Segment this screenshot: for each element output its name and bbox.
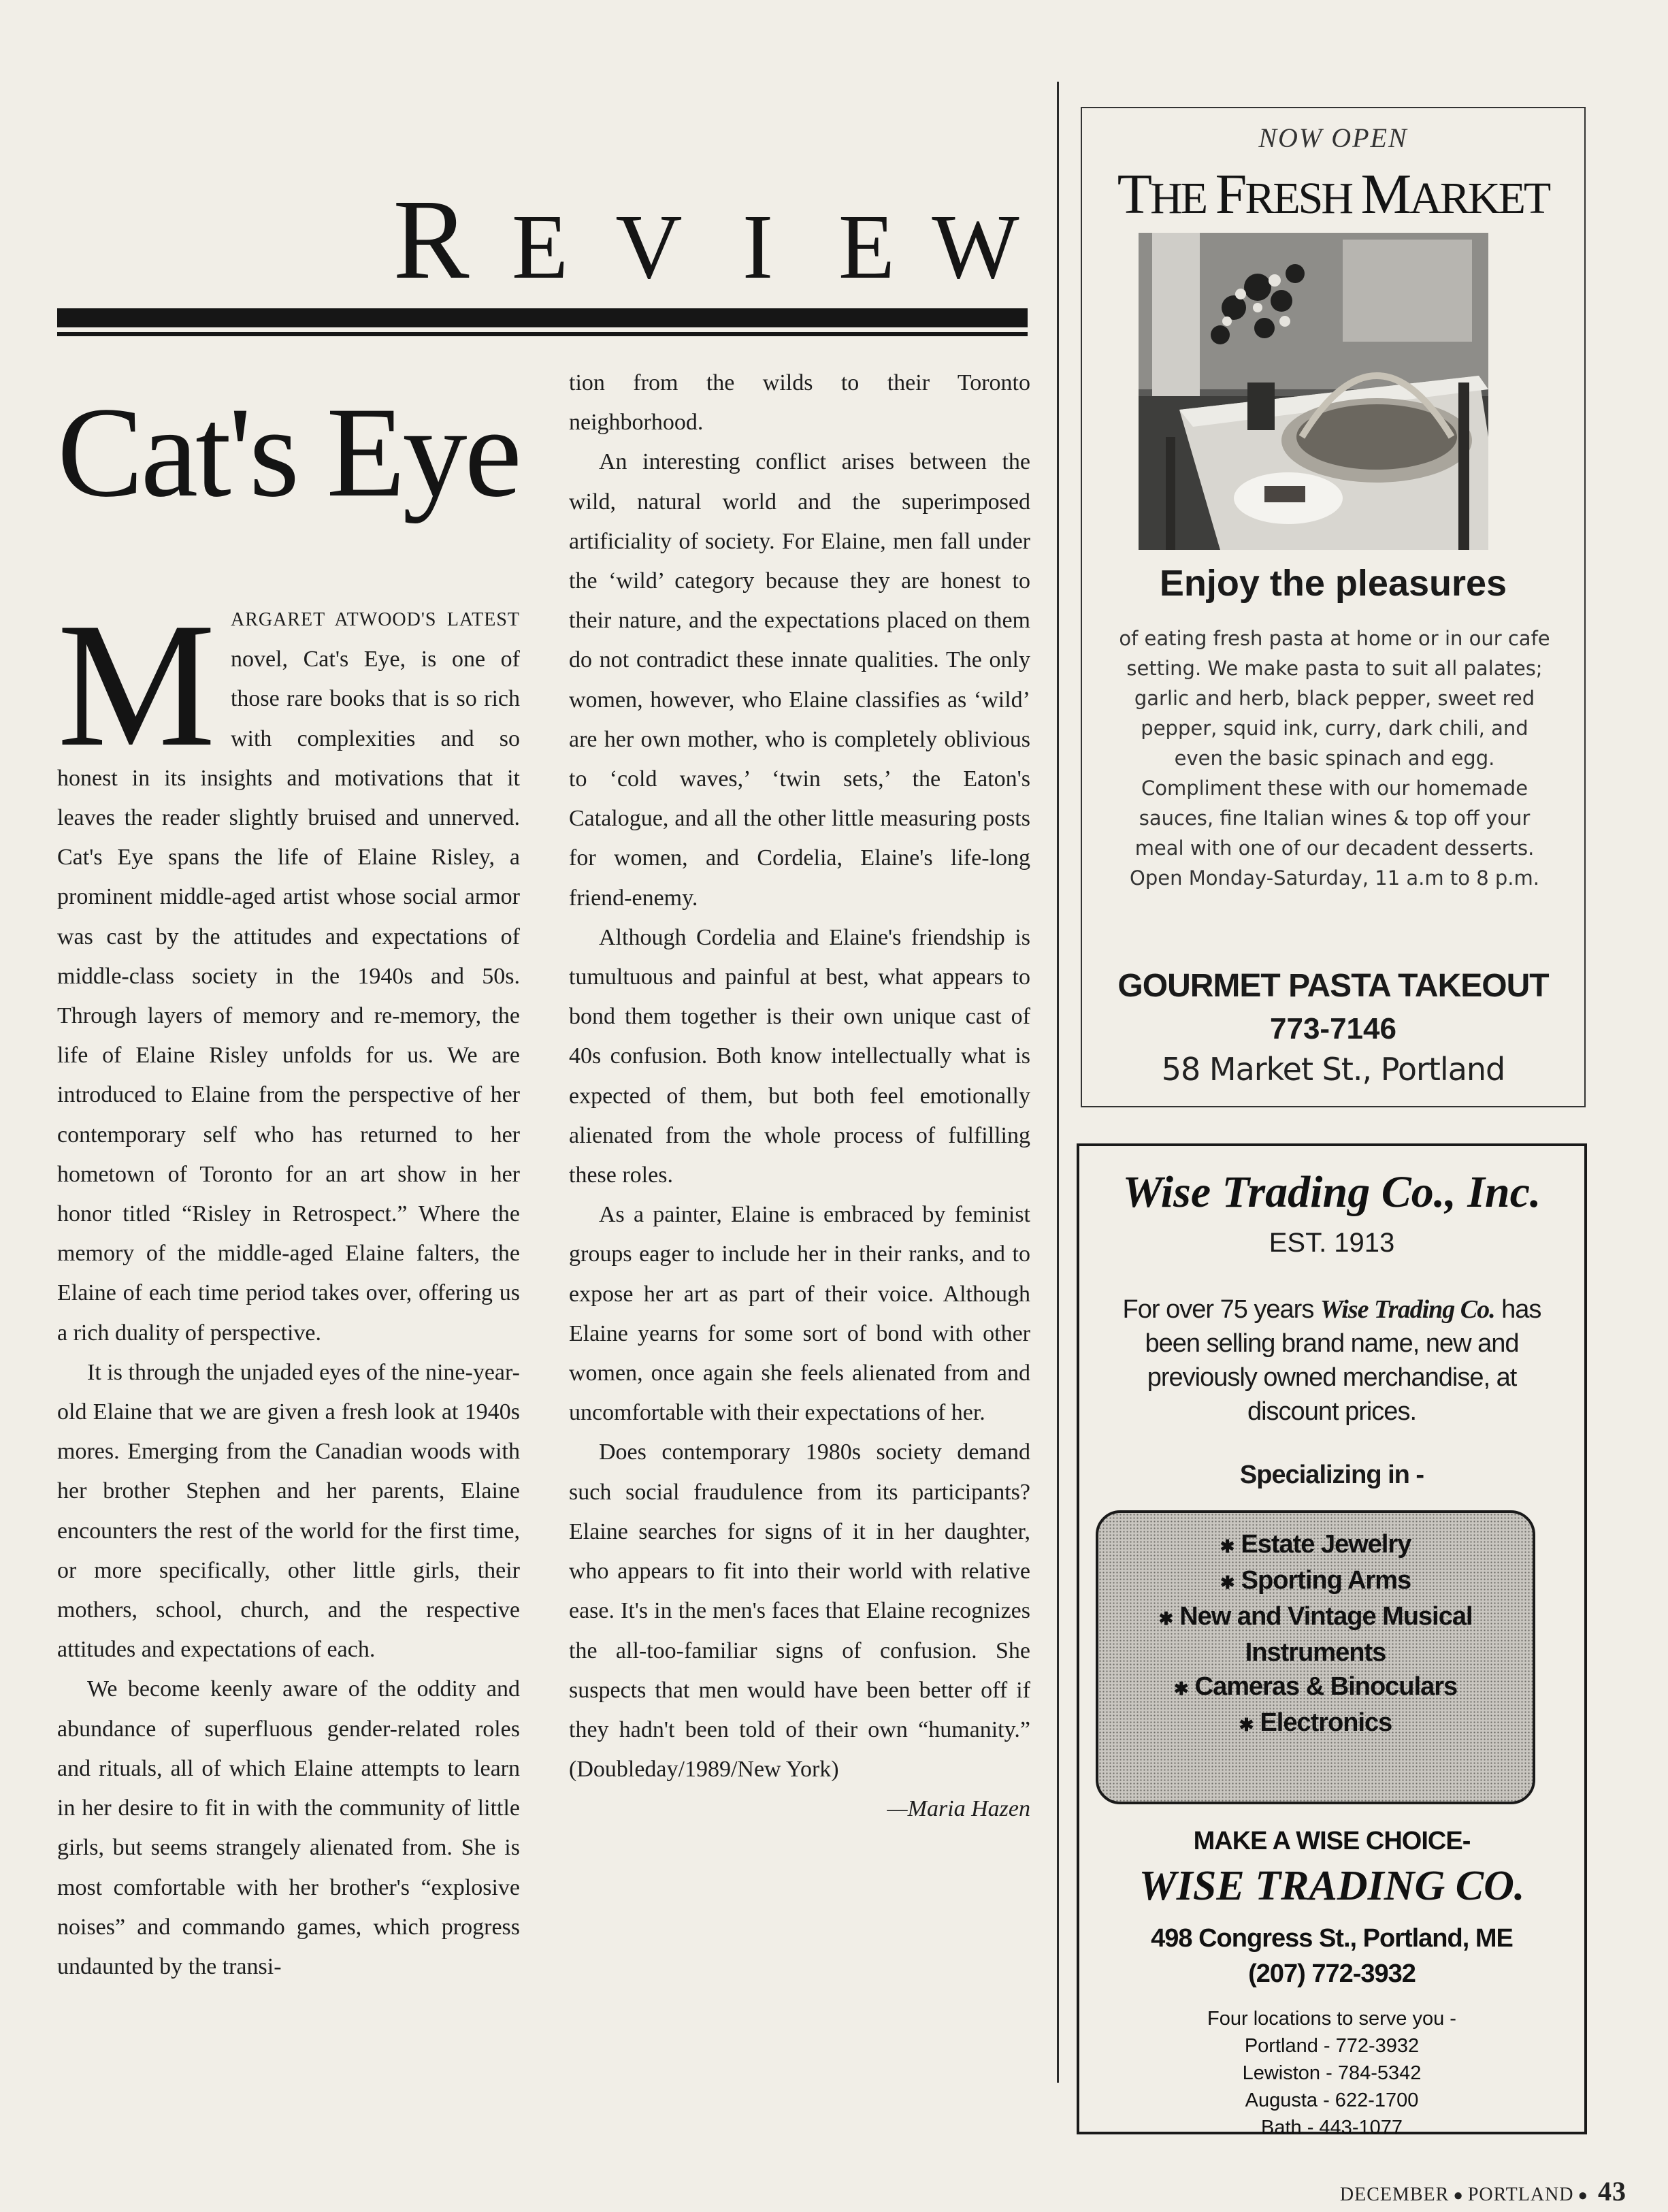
section-title — [57, 176, 1030, 303]
header-rule-thin — [57, 332, 1028, 336]
ad-company-name: Wise Trading Co., Inc. — [1122, 1167, 1541, 1217]
wise-trading-ad — [1077, 1143, 1587, 2138]
star-bullet-icon: ✱ — [1173, 1678, 1188, 1699]
name-initial: T — [1117, 163, 1151, 226]
star-bullet-icon: ✱ — [1220, 1572, 1234, 1593]
article-paragraph: It is through the unjaded eyes of the nine-year-old Elaine that we are given a fresh look at 1940s mores. Emerging from the Canadian woods with her brother Stephen and her parents, Elaine encounters the rest of the world for the first time, or more specifically, other little girls, their mothers, school, church, and the respective attitudes and expectations of each. — [57, 1359, 520, 1663]
article-paragraph: As a painter, Elaine is embraced by feminist groups eager to include her in their ranks, and to expose her art as part of their voice. Although Elaine yearns for some sort of bond with other women, once again she feels alienated from and uncomfortable with their expectations of her. — [569, 1202, 1030, 1426]
section-title-letter: E — [838, 196, 896, 298]
name-part: RESH — [1245, 174, 1361, 223]
ad-established: EST. 1913 — [1269, 1228, 1395, 1258]
locations-heading: Four locations to serve you - — [1207, 2008, 1456, 2030]
specialties-list — [1096, 1527, 1535, 1742]
intro-text: For over 75 years — [1122, 1295, 1320, 1324]
ad-tagline: NOW OPEN — [1258, 123, 1408, 153]
intro-brand: Wise Trading Co. — [1320, 1295, 1495, 1324]
ad-phone: 773-7146 — [1270, 1012, 1396, 1045]
list-item: ✱ Estate Jewelry — [1220, 1530, 1411, 1559]
paragraph-text: novel, Cat's Eye, is one of those rare books that is so rich with complexities and so honest in its insights and motivations that it leaves the reader slightly bruised and unnerved. Cat's Eye spans the life of Elaine Risley, a prominent middle-aged artist whose social armor was cast by the attitudes and expectations of middle-class society in the 1940s and 50s. Through layers of memory and re-memory, the life of Elaine Risley unfolds for us. We are introduced to Elaine from the perspective of her contemporary self who has returned to her hometown of Toronto for an art show in her honor titled “Risley in Retrospect.” Where the memory of the middle-aged Elaine falters, the Elaine of each time period takes over, offering us a rich duality of perspective. — [57, 647, 520, 1346]
drop-cap: M — [57, 586, 216, 783]
list-item: ✱ Sporting Arms — [1220, 1566, 1411, 1595]
article-headline: Cat's Eye — [57, 381, 519, 524]
section-title-letter: I — [742, 196, 774, 298]
name-initial: F — [1215, 163, 1245, 226]
column-divider — [1057, 82, 1059, 2083]
header-rule-thick — [57, 308, 1028, 327]
article-column-1 — [57, 586, 520, 1987]
ad-store-name — [1082, 161, 1584, 227]
location-item: Portland - 772-3932 — [1244, 2035, 1420, 2057]
star-bullet-icon: ✱ — [1220, 1536, 1234, 1557]
name-part: HE — [1150, 174, 1215, 223]
ad-phone: (207) 772-3932 — [1248, 1959, 1416, 1988]
byline: —Maria Hazen — [887, 1796, 1030, 1822]
list-item: ✱ Electronics — [1239, 1708, 1392, 1737]
name-part: ARKET — [1409, 174, 1550, 223]
section-title-letter: W — [932, 196, 1020, 298]
ad-wise-name: WISE TRADING CO. — [1139, 1863, 1525, 1909]
lead-caps: ARGARET ATWOOD'S LATEST — [230, 609, 520, 630]
ad-address-block — [1079, 1921, 1584, 1991]
star-bullet-icon: ✱ — [1239, 1714, 1254, 1735]
section-title-letter: R — [393, 176, 470, 303]
page-number: 43 — [1598, 2176, 1626, 2207]
cafe-table-photo-illustration — [1139, 233, 1488, 550]
article-paragraph: Does contemporary 1980s society demand such social fraudulence from its participants? Elaine searches for signs of it in her daughter, who appears to fit into their world with relative ease. It's in the men's faces that Elaine recognizes the all-too-familiar signs of confusion. She suspects that men would have been better off if they hadn't been told of their own “humanity.” (Doubleday/1989/New York) — [569, 1440, 1030, 1783]
article-column-2 — [569, 363, 1030, 1829]
article-paragraph: An interesting conflict arises between the wild, natural world and the superimposed artificiality of society. For Elaine, men fall under the ‘wild’ category because they are honest to their nature, and the expectations placed on them do not contradict these innate qualities. The only women, however, who Elaine classifies as ‘wild’ are her own mother, who is completely oblivious to ‘cold waves,’ ‘twin sets,’ the Eaton's Catalogue, and all the other little measuring posts for women, and Cordelia, Elaine's life-long friend-enemy. — [569, 449, 1030, 911]
intro-text: has been selling brand name, new and previously owned merchandise, at discount prices. — [1145, 1295, 1541, 1426]
ad-gourmet-line: GOURMET PASTA TAKEOUT — [1117, 968, 1549, 1004]
list-item: ✱ New and Vintage Musical Instruments — [1158, 1602, 1473, 1667]
article-paragraph: tion from the wilds to their Toronto neighborhood. — [569, 370, 1030, 436]
ad-body: of eating fresh pasta at home or in our cafe setting. We make pasta to suit all palates; garlic and herb, black pepper, sweet red pepper, squid ink, curry, dark chili, and even the basic spinach and egg. Compliment these with our homemade sauces, fine Italian wines & top off your meal with one of our decadent desserts. Open Monday-Saturday, 11 a.m to 8 p.m. — [1119, 627, 1550, 890]
ad-address: 58 Market St., Portland — [1161, 1051, 1505, 1088]
section-title-letter: V — [615, 196, 683, 298]
location-item: Bath - 443-1077 — [1261, 2117, 1403, 2138]
bullet-dot-icon: ● — [1577, 2187, 1588, 2205]
name-initial: M — [1360, 163, 1410, 226]
ad-choice: MAKE A WISE CHOICE- — [1193, 1827, 1471, 1855]
location-item: Augusta - 622-1700 — [1245, 2089, 1419, 2111]
ad-intro — [1107, 1292, 1557, 1429]
ad-street: 498 Congress St., Portland, ME — [1151, 1924, 1513, 1953]
cafe-table-photo — [1139, 233, 1488, 550]
article-paragraph: We become keenly aware of the oddity and abundance of superfluous gender-related roles and rituals, all of which Elaine attempts to learn in her desire to fit in with the community of little girls, but seems strangely alienated from. She is most comfortable with her brother's “explosive noises” and commando games, which progress undaunted by the transi- — [57, 1676, 520, 1979]
ad-locations — [1079, 2005, 1584, 2141]
fresh-market-ad — [1081, 107, 1586, 1107]
page-footer — [1273, 2175, 1626, 2207]
article-paragraph — [57, 586, 520, 1353]
location-item: Lewiston - 784-5342 — [1242, 2062, 1422, 2084]
section-title-letter: E — [511, 196, 570, 298]
footer-month: DECEMBER — [1339, 2184, 1450, 2205]
star-bullet-icon: ✱ — [1158, 1608, 1173, 1629]
list-item: ✱ Cameras & Binoculars — [1173, 1672, 1458, 1701]
ad-headline: Enjoy the pleasures — [1159, 563, 1507, 604]
ad-specializing: Specializing in - — [1239, 1461, 1424, 1489]
footer-magazine: PORTLAND — [1467, 2184, 1574, 2205]
bullet-dot-icon: ● — [1453, 2187, 1464, 2205]
article-paragraph: Although Cordelia and Elaine's friendship is tumultuous and painful at best, what appears to bond them together is their own unique cast of 40s confusion. Both know intellectually what is expected of them, but both feel emotionally alienated from the whole process of fulfilling these roles. — [569, 924, 1030, 1188]
